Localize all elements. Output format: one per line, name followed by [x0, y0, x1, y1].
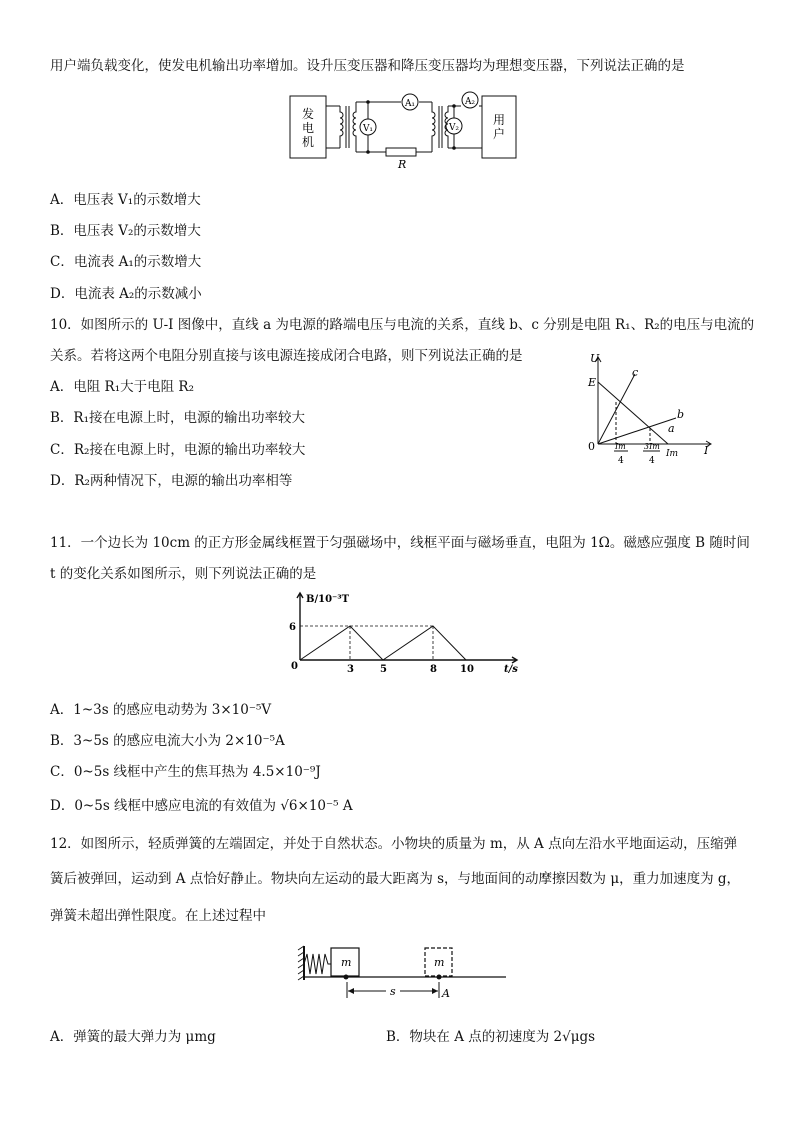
q11-option-c: C．0~5s 线框中产生的焦耳热为 4.5×10⁻⁹J — [50, 764, 321, 780]
line-b-label: b — [677, 408, 685, 421]
q9-circuit-diagram — [286, 88, 518, 168]
block-m-label: m — [341, 956, 352, 969]
voltmeter-v2: V₂ — [448, 123, 460, 133]
line-a-label: a — [668, 422, 675, 435]
q10-stem-2: 关系。若将这两个电阻分别直接与该电源连接成闭合电路，则下列说法正确的是 — [50, 348, 523, 364]
tick-10: 10 — [460, 664, 474, 675]
q11-option-b: B．3~5s 的感应电流大小为 2×10⁻⁵A — [50, 733, 285, 749]
tick-im-over-4: Im — [615, 442, 626, 451]
q12-spring-block-diagram — [296, 940, 510, 1004]
q12-stem-3: 弹簧未超出弹性限度。在上述过程中 — [50, 908, 266, 924]
emf-e-label: E — [588, 376, 597, 389]
user-label: 用户 — [492, 113, 506, 141]
generator-label: 发电机 — [301, 107, 315, 149]
axis-u-label: U — [590, 352, 600, 365]
q12-option-b: B．物块在 A 点的初速度为 2√μgs — [386, 1029, 596, 1045]
q10-option-d: D．R₂两种情况下，电源的输出功率相等 — [50, 473, 293, 489]
q10-stem-1: 10．如图所示的 U-I 图像中，直线 a 为电源的路端电压与电流的关系，直线 b、c 分别是电阻 R₁、R₂的电压与电流的 — [50, 317, 755, 333]
tick-8: 8 — [430, 664, 437, 675]
t-axis-label: t/s — [504, 664, 518, 675]
q11-option-d: D．0~5s 线框中感应电流的有效值为 √6×10⁻⁵ A — [50, 798, 353, 814]
origin-label: 0 — [588, 440, 595, 453]
q10-option-a: A．电阻 R₁大于电阻 R₂ — [50, 379, 194, 395]
q11-b-t-graph — [284, 588, 524, 688]
q9-option-c: C．电流表 A₁的示数增大 — [50, 254, 202, 270]
q10-option-c: C．R₂接在电源上时，电源的输出功率较大 — [50, 442, 306, 458]
tick-3im-over-4-den: 4 — [649, 456, 655, 466]
tick-3: 3 — [347, 664, 354, 675]
q10-option-b: B．R₁接在电源上时，电源的输出功率较大 — [50, 410, 305, 426]
q11-option-a: A．1~3s 的感应电动势为 3×10⁻⁵V — [50, 702, 272, 718]
tick-im: Im — [666, 449, 679, 459]
block-m-dashed-label: m — [434, 956, 445, 969]
ammeter-a1: A₁ — [404, 99, 416, 109]
q9-option-b: B．电压表 V₂的示数增大 — [50, 223, 201, 239]
q9-option-a: A．电压表 V₁的示数增大 — [50, 192, 201, 208]
ammeter-a2: A₂ — [464, 97, 476, 107]
resistor-r-label: R — [398, 158, 407, 168]
q9-option-d: D．电流表 A₂的示数减小 — [50, 286, 202, 302]
b-axis-label: B/10⁻³T — [306, 594, 350, 605]
q9-stem: 用户端负载变化，使发电机输出功率增加。设升压变压器和降压变压器均为理想变压器，下列说法正确的是 — [50, 58, 685, 74]
q11-stem-2: t 的变化关系如图所示，则下列说法正确的是 — [50, 566, 317, 582]
distance-s-label: s — [390, 985, 396, 998]
tick-0: 0 — [291, 661, 298, 672]
tick-im-over-4-den: 4 — [618, 456, 624, 466]
line-c-label: c — [632, 366, 639, 379]
tick-3im-over-4: 3Im — [644, 442, 660, 451]
q12-stem-2: 簧后被弹回，运动到 A 点恰好静止。物块向左运动的最大距离为 s，与地面间的动摩擦因数为 μ，重力加速度为 g， — [50, 871, 741, 887]
axis-i-label: I — [704, 444, 709, 457]
q11-stem-1: 11．一个边长为 10cm 的正方形金属线框置于匀强磁场中，线框平面与磁场垂直，电阻为 1Ω。磁感应强度 B 随时间 — [50, 535, 750, 551]
q12-stem-1: 12．如图所示，轻质弹簧的左端固定，并处于自然状态。小物块的质量为 m，从 A 点向左沿水平地面运动，压缩弹 — [50, 836, 738, 852]
tick-6: 6 — [289, 622, 296, 633]
voltmeter-v1: V₁ — [362, 124, 374, 134]
q12-option-a: A．弹簧的最大弹力为 μmg — [50, 1029, 216, 1045]
tick-5: 5 — [380, 664, 387, 675]
point-a-label: A — [442, 987, 450, 1000]
q10-ui-graph — [580, 350, 720, 475]
